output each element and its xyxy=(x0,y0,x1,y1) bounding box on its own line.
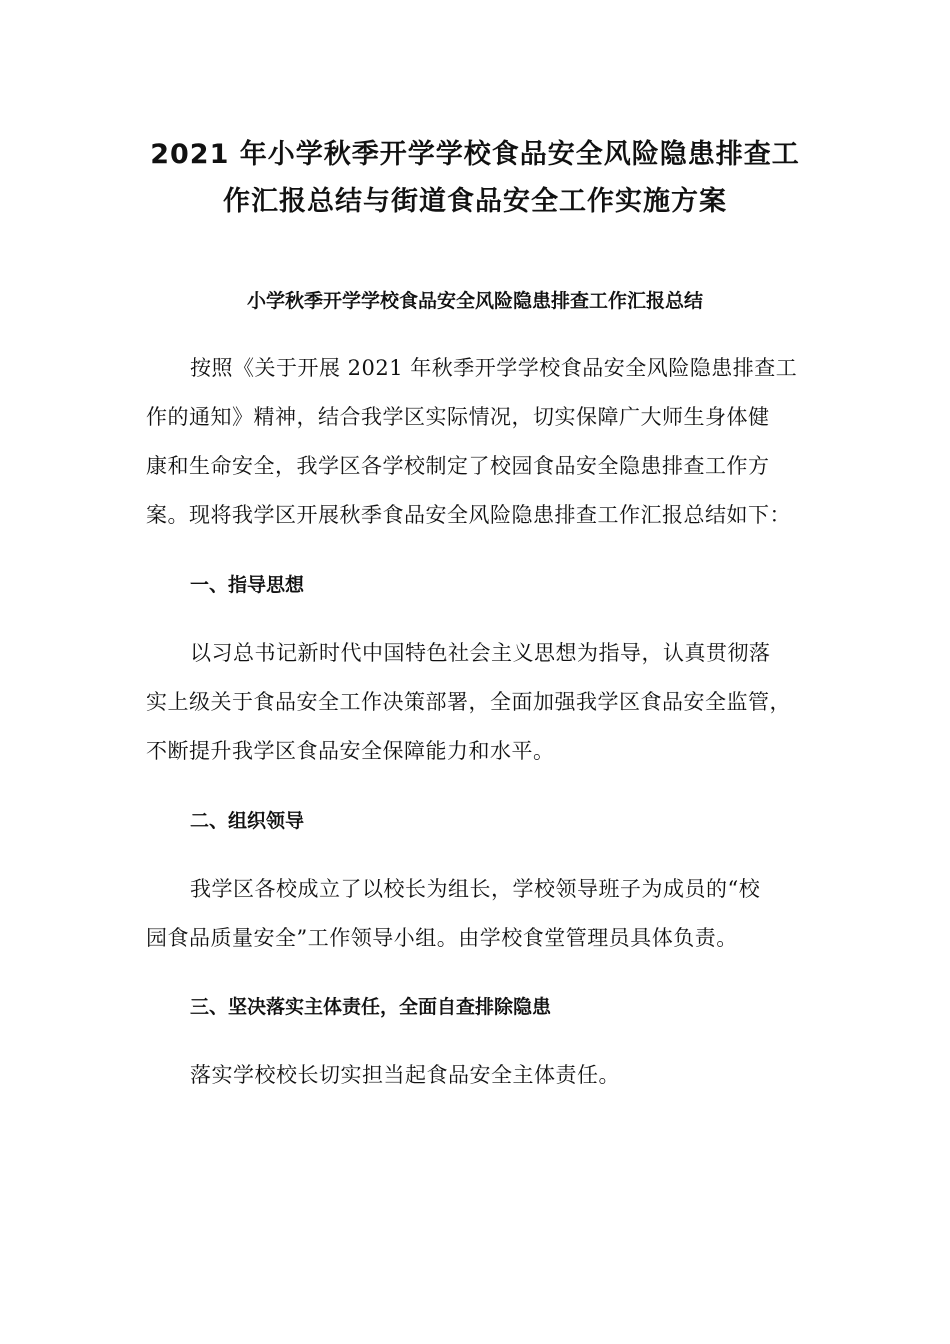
document-title-line-2: 作汇报总结与街道食品安全工作实施方案 xyxy=(223,186,727,217)
section-3-line-1: 落实学校校长切实担当起食品安全主体责任。 xyxy=(190,1063,620,1087)
section-2-line-2: 园食品质量安全”工作领导小组。由学校食堂管理员具体负责。 xyxy=(146,926,738,950)
section-3-heading: 三、坚决落实主体责任，全面自查排除隐患 xyxy=(190,996,552,1018)
document-title-line-1: 2021 年小学秋季开学学校食品安全风险隐患排查工 xyxy=(150,139,800,170)
section-2-heading: 二、组织领导 xyxy=(190,810,305,832)
section-2-line-1: 我学区各校成立了以校长为组长，学校领导班子为成员的“校 xyxy=(190,877,761,901)
section-1-line-1: 以习总书记新时代中国特色社会主义思想为指导，认真贯彻落 xyxy=(190,641,771,665)
section-1-line-3: 不断提升我学区食品安全保障能力和水平。 xyxy=(146,739,555,763)
document-subtitle: 小学秋季开学学校食品安全风险隐患排查工作汇报总结 xyxy=(246,290,703,312)
section-1-line-2: 实上级关于食品安全工作决策部署，全面加强我学区食品安全监管， xyxy=(146,690,791,714)
section-1-heading: 一、指导思想 xyxy=(190,574,305,596)
intro-line-3: 康和生命安全，我学区各学校制定了校园食品安全隐患排查工作方 xyxy=(146,454,770,478)
intro-line-4: 案。现将我学区开展秋季食品安全风险隐患排查工作汇报总结如下： xyxy=(146,503,791,527)
intro-line-1: 按照《关于开展 2021 年秋季开学学校食品安全风险隐患排查工 xyxy=(190,356,798,380)
intro-line-2: 作的通知》精神，结合我学区实际情况，切实保障广大师生身体健 xyxy=(146,405,770,429)
